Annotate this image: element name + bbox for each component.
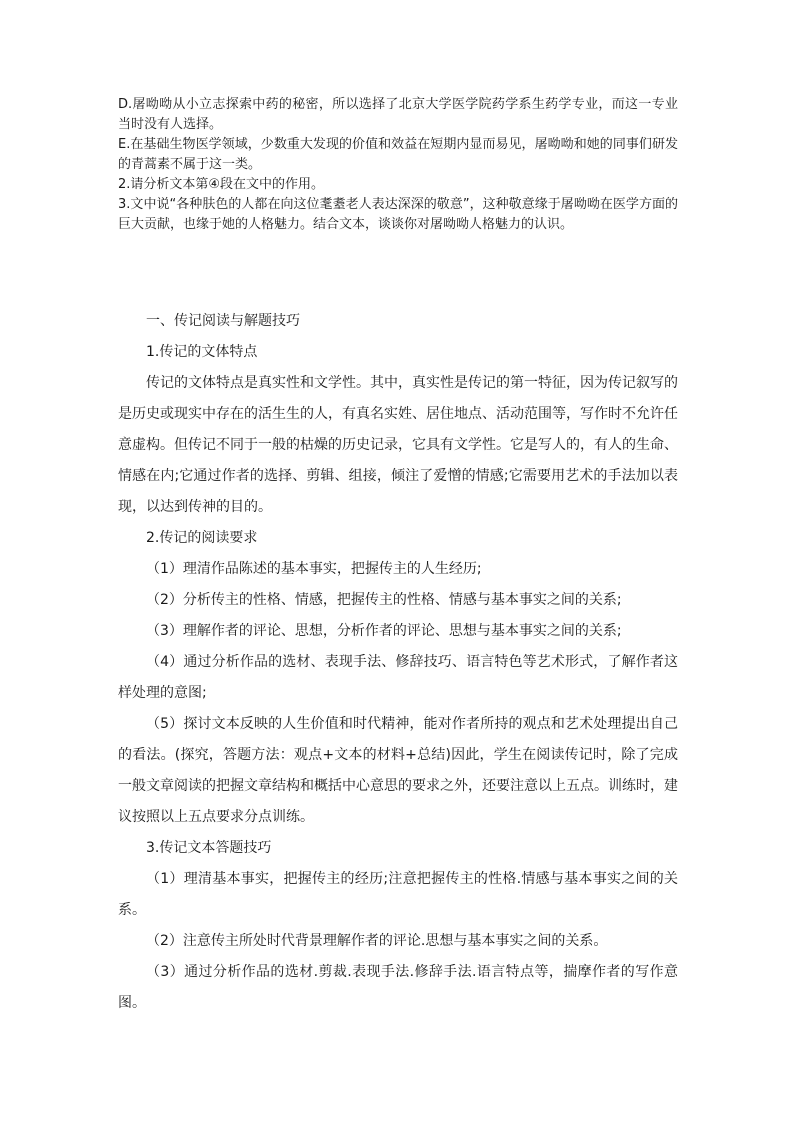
exercise-questions bbox=[118, 95, 678, 235]
part2-item-4: （4）通过分析作品的选材、表现手法、修辞技巧、语言特色等艺术形式，了解作者这样处理的意图; bbox=[118, 654, 678, 701]
part3-item-1: （1）理清基本事实，把握传主的经历;注意把握传主的性格.情感与基本事实之间的关系。 bbox=[118, 871, 678, 918]
part2-item-5: （5）探讨文本反映的人生价值和时代精神，能对作者所持的观点和艺术处理提出自己的看法。(探究，答题方法：观点+文本的材料+总结)因此，学生在阅读传记时，除了完成一般文章阅读的把握文章结构和概括中心意思的要求之外，还要注意以上五点。训练时，建议按照以上五点要求分点训练。 bbox=[118, 716, 678, 825]
part2-item-1: （1）理清作品陈述的基本事实，把握传主的人生经历; bbox=[146, 561, 482, 577]
section-title: 一、传记阅读与解题技巧 bbox=[146, 313, 300, 329]
part2-item-2: （2）分析传主的性格、情感，把握传主的性格、情感与基本事实之间的关系; bbox=[146, 592, 622, 608]
part2-heading: 2.传记的阅读要求 bbox=[146, 530, 258, 546]
article-body bbox=[118, 306, 678, 1019]
part3-item-2: （2）注意传主所处时代背景理解作者的评论.思想与基本事实之间的关系。 bbox=[146, 933, 608, 949]
part1-paragraph: 传记的文体特点是真实性和文学性。其中，真实性是传记的第一特征，因为传记叙写的是历史或现实中存在的活生生的人，有真名实姓、居住地点、活动范围等，写作时不允许任意虚构。但传记不同于一般的枯燥的历史记录，它具有文学性。它是写人的，有人的生命、情感在内;它通过作者的选择、剪辑、组接，倾注了爱憎的情感;它需要用艺术的手法加以表现，以达到传神的目的。 bbox=[118, 375, 678, 515]
part3-item-3: （3）通过分析作品的选材.剪裁.表现手法.修辞手法.语言特点等，揣摩作者的写作意图。 bbox=[118, 964, 678, 1011]
question-option-e: E.在基础生物医学领域，少数重大发现的价值和效益在短期内显而易见，屠呦呦和她的同事们研发的青蒿素不属于这一类。 bbox=[118, 137, 678, 172]
question-2: 2.请分析文本第④段在文中的作用。 bbox=[118, 177, 325, 192]
part3-heading: 3.传记文本答题技巧 bbox=[146, 840, 272, 856]
question-3: 3.文中说“各种肤色的人都在向这位耄耋老人表达深深的敬意”，这种敬意缘于屠呦呦在医学方面的巨大贡献，也缘于她的人格魅力。结合文本，谈谈你对屠呦呦人格魅力的认识。 bbox=[118, 197, 678, 232]
part2-item-3: （3）理解作者的评论、思想，分析作者的评论、思想与基本事实之间的关系; bbox=[146, 623, 622, 639]
question-option-d: D.屠呦呦从小立志探索中药的秘密，所以选择了北京大学医学院药学系生药学专业，而这一专业当时没有人选择。 bbox=[118, 97, 678, 132]
part1-heading: 1.传记的文体特点 bbox=[146, 344, 258, 360]
